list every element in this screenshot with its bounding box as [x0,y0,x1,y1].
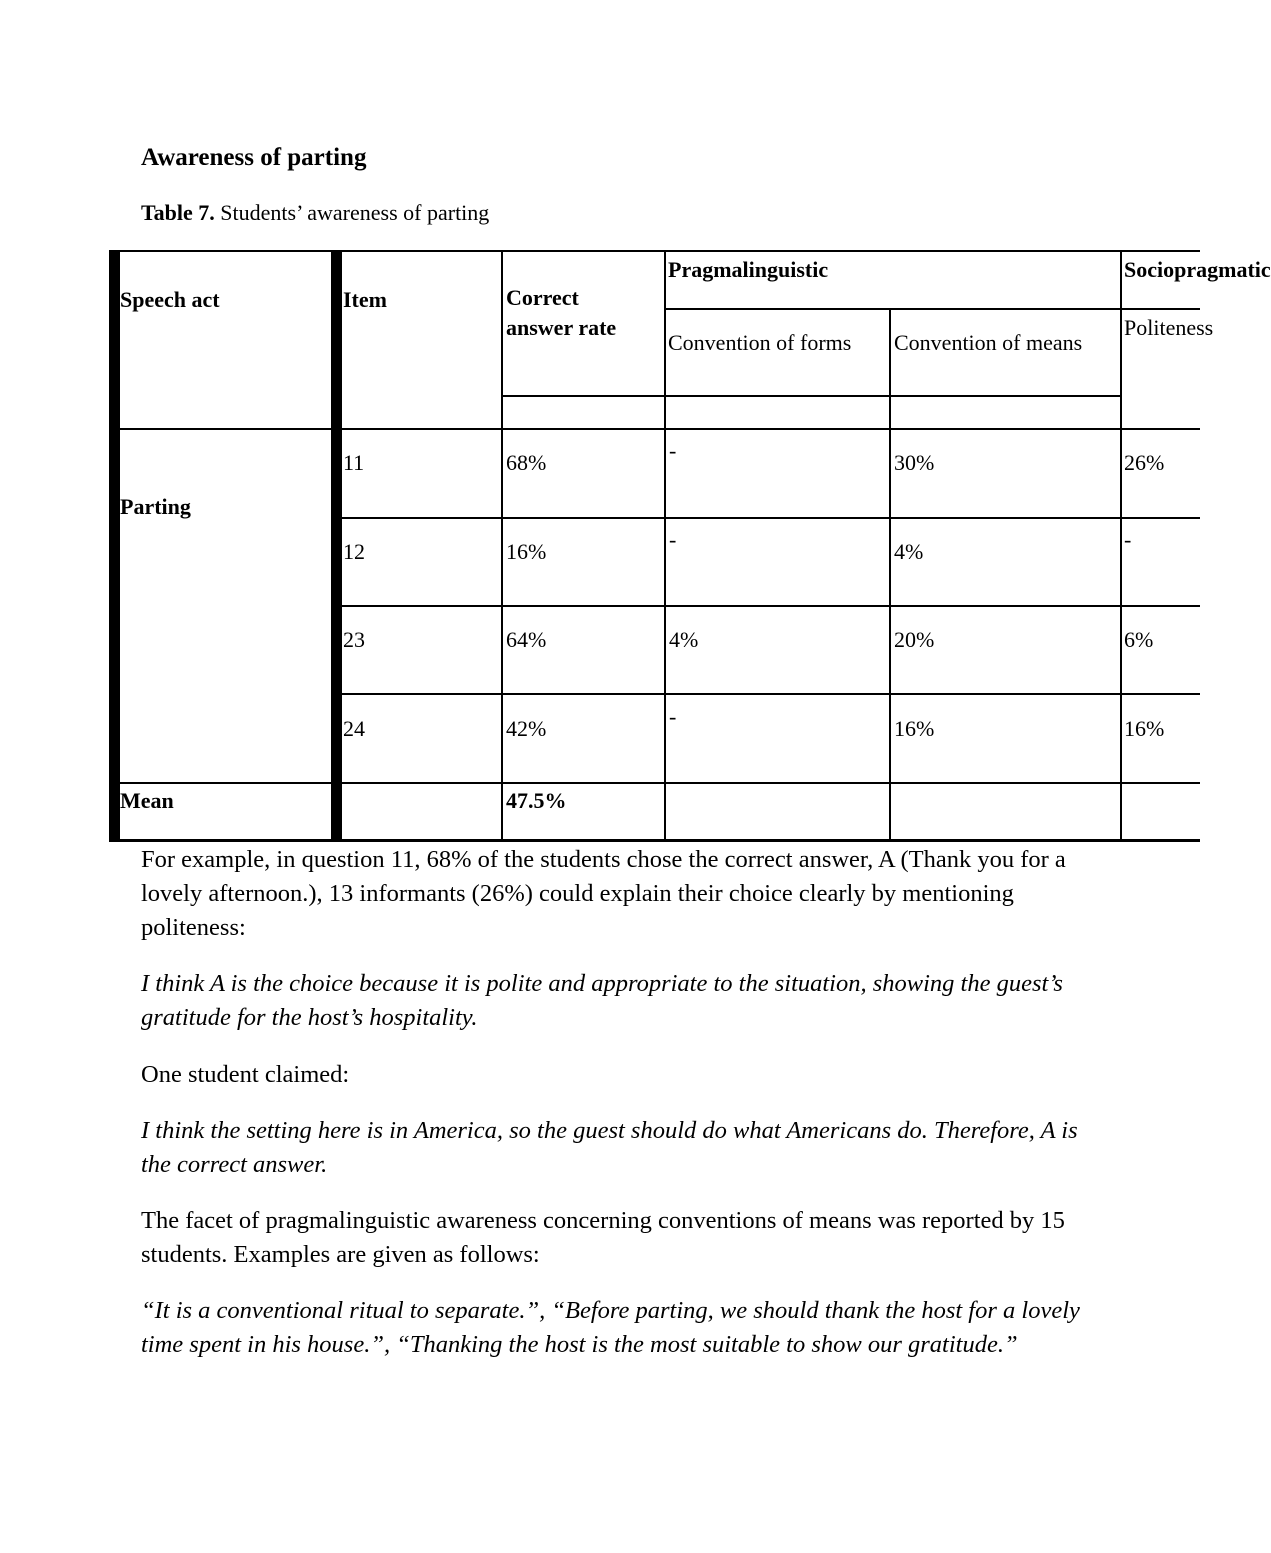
paragraph-claim: One student claimed: [141,1061,350,1088]
header-correct-rate-line1: Correct [506,285,579,310]
table-hline [109,428,1200,430]
row-4-forms: - [669,704,677,729]
section-heading: Awareness of parting [141,144,367,171]
quote-politeness: I think A is the choice because it is polite and appropriate to the situation, showing the guest’s gratitude for the host’s hospitality. [141,970,1063,1031]
table-border-item-left [331,250,342,842]
table-vline [1120,250,1122,842]
row-1-means: 30% [894,450,935,475]
table-hline [501,395,1122,397]
row-2-politeness: - [1124,527,1132,552]
header-speech-act: Speech act [120,287,220,312]
table-label: Table 7. [141,200,215,225]
header-politeness: Politeness [1124,315,1214,340]
table-border-left [109,250,120,842]
row-3-rate: 64% [506,627,547,652]
row-2-rate: 16% [506,539,547,564]
table-hline [109,250,1200,252]
row-4-rate: 42% [506,716,547,741]
paragraph-conventions: The facet of pragmalinguistic awareness concerning conventions of means was reported by 15 students. Examples are given as follows: [141,1207,1065,1268]
header-convention-of-means: Convention of means [894,330,1083,355]
table-hline [664,308,1200,310]
table-hline [331,517,1200,519]
quote-america: I think the setting here is in America, so the guest should do what Americans do. Therefore, A is the correct answer. [141,1117,1078,1178]
header-pragmalinguistic: Pragmalinguistic [668,257,829,282]
group-label-parting: Parting [120,494,191,519]
paragraph-example: For example, in question 11, 68% of the students chose the correct answer, A (Thank you for a lovely afternoon.), 13 informants (26%) could explain their choice clearly by mentioning politeness: [141,846,1066,941]
row-1-item: 11 [343,450,365,475]
row-1-politeness: 26% [1124,450,1165,475]
header-item: Item [343,287,387,312]
row-3-means: 20% [894,627,935,652]
row-4-means: 16% [894,716,935,741]
row-4-politeness: 16% [1124,716,1165,741]
table-hline [109,782,1200,784]
row-1-rate: 68% [506,450,547,475]
row-3-forms: 4% [669,627,699,652]
row-3-item: 23 [343,627,365,652]
header-correct-rate-line2: answer rate [506,315,617,340]
table-vline [664,250,666,842]
row-2-forms: - [669,527,677,552]
row-2-item: 12 [343,539,365,564]
quote-examples: “It is a conventional ritual to separate.”, “Before parting, we should thank the host for a lovely time spent in his house.”, “Thanking the host is the most suitable to show our gratitude.” [141,1297,1080,1358]
table-title: Students’ awareness of parting [220,200,490,225]
row-1-forms: - [669,438,677,463]
table-hline [109,839,1200,842]
row-2-means: 4% [894,539,924,564]
header-sociopragmatic: Sociopragmatic [1124,257,1271,282]
mean-label: Mean [120,788,174,813]
row-3-politeness: 6% [1124,627,1154,652]
table-hline [331,693,1200,695]
table-vline [889,308,891,842]
table-hline [331,605,1200,607]
row-4-item: 24 [343,716,365,741]
header-convention-of-forms: Convention of forms [668,330,852,355]
mean-rate: 47.5% [506,788,567,813]
table-vline [501,250,503,842]
